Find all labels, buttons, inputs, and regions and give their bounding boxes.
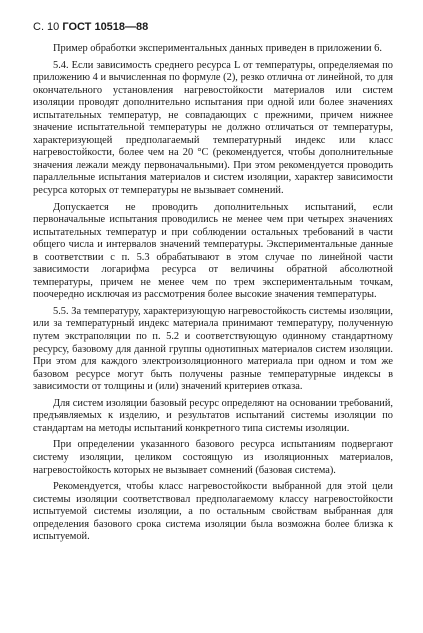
paragraph-5-5: 5.5. За температуру, характеризующую нагревостойкость системы изоляции, или за температурный индекс материала принимают температуру, полученную путем экстраполяции по п. 5.2 и соответствующую одинному стандартному ресурсу, базовому для данной группы однотипных материалов систем изоляции. При этом для каждого электроизоляционного материала при одном и том же базовом ресурсе могут быть получены разные температурные индексы в зависимости от толщины и (или) значений критериев отказа.: [33, 305, 393, 393]
page-number: С. 10: [33, 21, 60, 33]
paragraph-additional-tests: Допускается не проводить дополнительных испытаний, если первоначальные испытания проводились не менее чем при четырех значениях испытательных температур и при соблюдении остальных требований в части общего числа и интервалов значений температуры. Экспериментальные данные в соответствии с п. 5.3 обрабатывают в этом случае по линейной части зависимости логарифма ресурса от величины обратной абсолютной температуры, причем не менее чем по трем экспериментальным точкам, поочередно исключая из рассмотрения более высокие значения температуры.: [33, 201, 393, 301]
paragraph-base-resource: Для систем изоляции базовый ресурс определяют на основании требований, предъявляемых к изделию, и результатов испытаний системы изоляции по стандартам на методы испытаний конкретного типа системы изоляции.: [33, 397, 393, 434]
paragraph-base-system: При определении указанного базового ресурса испытаниям подвергают систему изоляции, целиком состоящую из изоляционных материалов, нагревостойкость которых не вызывает сомнений (базовая система).: [33, 439, 393, 476]
page-header: [33, 20, 393, 34]
paragraph-recommendation: Рекомендуется, чтобы класс нагревостойкости выбранной для этой цели системы изоляции соответствовал предполагаемому классу нагревостойкости испытуемой системы изоляции, а по остальным свойствам выбранная для определения базового срока система изоляции была возможна более близка к испытуемой.: [33, 481, 393, 543]
paragraph-appendix-reference: Пример обработки экспериментальных данных приведен в приложении 6.: [53, 43, 382, 54]
paragraph-5-4: 5.4. Если зависимость среднего ресурса L от температуры, определяемая по приложению 4 и вычисленная по формуле (2), резко отлична от линейной, то для окончательного установления нагревостойкости материалов или систем изоляции проводят дополнительно испытания при одной или более значениях испытательных температур, не совпадающих с прежними, причем нижнее значение испытательной температуры не должно отличаться от температуры, характеризующей предполагаемый температурный индекс или класс нагревостойкости, более чем на 20 °C (рекомендуется, чтобы дополнительные значения лежали между первоначальными). При этом рекомендуется проводить параллельные испытания материалов и систем изоляции, характер зависимости ресурса которых от температуры не вызывает сомнений.: [33, 59, 393, 197]
standard-designation: ГОСТ 10518—88: [62, 21, 149, 33]
